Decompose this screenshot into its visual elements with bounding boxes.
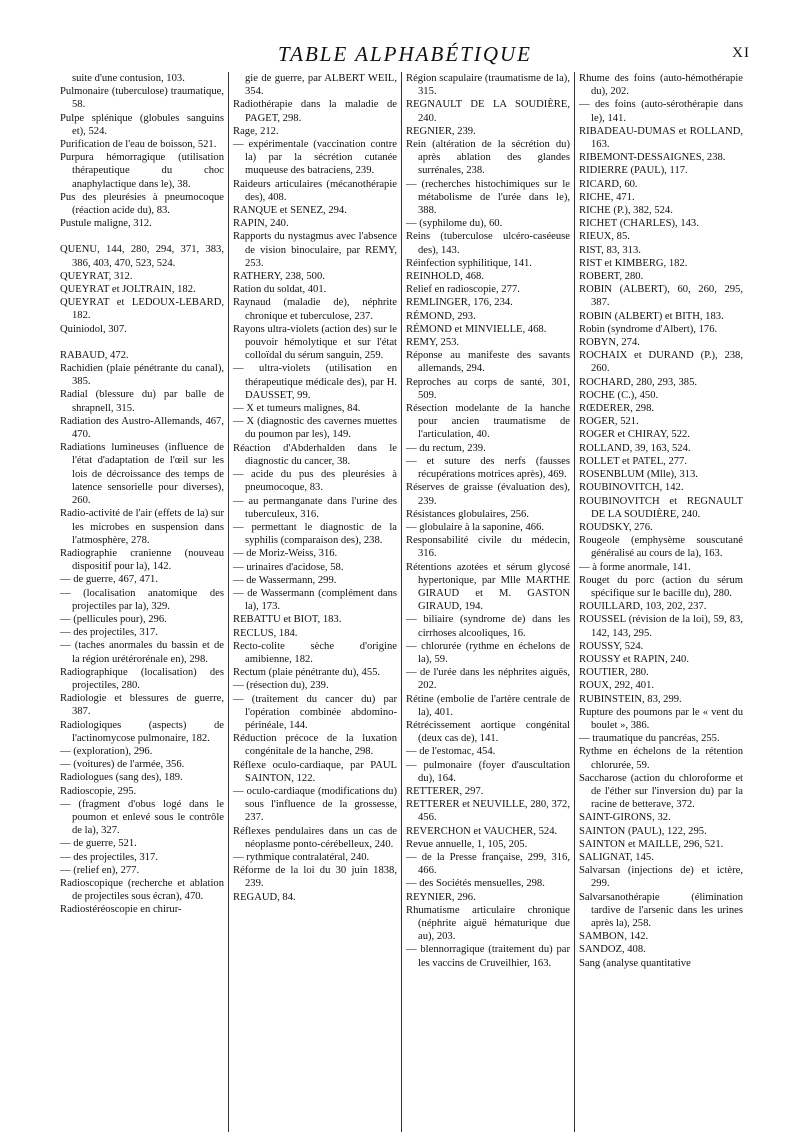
index-entry: Résistances globulaires, 256.: [406, 508, 529, 520]
index-entry: Radiologues (sang des), 189.: [60, 772, 183, 784]
index-entry: Rétine (embolie de l'artère centrale de la), 401.: [406, 693, 570, 718]
index-entry: Radio-activité de l'air (effets de la) sur les microbes en suspension dans l'atmosphère, 278.: [60, 508, 224, 546]
index-entry: gie de guerre, par ALBERT WEIL, 354.: [245, 73, 397, 98]
index-entry: REGNIER, 239.: [406, 125, 476, 137]
index-entry: Rhume des foins (auto-hémothérapie du), 202.: [579, 73, 743, 98]
index-entry: Rupture des poumons par le « vent du boulet », 386.: [579, 706, 743, 731]
index-entry: Sang (analyse quantitative: [579, 957, 691, 969]
index-entry: — (pellicules pour), 296.: [60, 613, 167, 625]
index-entry: Réserves de graisse (évaluation des), 239.: [406, 482, 570, 507]
index-entry: Recto-colite sèche d'origine amibienne, 182.: [233, 640, 397, 665]
index-entry: ROUSSY et RAPIN, 240.: [579, 653, 689, 665]
index-entry: Rythme en échelons de la rétention chlorurée, 59.: [579, 746, 743, 771]
index-entry: — (voitures) de l'armée, 356.: [60, 759, 185, 771]
index-entry: SANDOZ, 408.: [579, 944, 646, 956]
index-entry: — de Moriz-Weiss, 316.: [233, 548, 338, 560]
index-entry: Radiologie et blessures de guerre, 387.: [60, 693, 224, 718]
index-entry: — (exploration), 296.: [60, 745, 153, 757]
index-entry: ROBIN (ALBERT), 60, 260, 295, 387.: [579, 284, 743, 309]
index-entry: — (traitement du cancer du) par l'opération combinée abdomino-périnéale, 144.: [233, 693, 397, 731]
index-entry: Radioscopique (recherche et ablation de projectiles sous écran), 470.: [60, 877, 224, 903]
index-entry: Résection modelante de la hanche pour ancien traumatisme de l'articulation, 40.: [406, 403, 570, 441]
index-entry: — pulmonaire (foyer d'auscultation du), 164.: [406, 759, 570, 784]
index-entry: — chlorurée (rythme en échelons de la), 59.: [406, 640, 570, 665]
index-entry: Rachidien (plaie pénétrante du canal), 385.: [60, 363, 224, 388]
index-entry: RECLUS, 184.: [233, 627, 298, 639]
index-entry: — des projectiles, 317.: [60, 627, 158, 639]
index-entry: RIEUX, 85.: [579, 231, 630, 243]
index-entry: — permettant le diagnostic de la syphilis (comparaison des), 238.: [233, 521, 397, 547]
index-entry: Radiostéréoscopie en chirur-: [60, 904, 182, 916]
index-entry: Pustule maligne, 312.: [60, 218, 152, 230]
index-entry: Rhumatisme articulaire chronique (néphrite aiguë hématurique due au), 203.: [406, 904, 570, 943]
index-entry: Rectum (plaie pénétrante du), 455.: [233, 667, 381, 679]
index-entry: — de la Presse française, 299, 316, 466.: [406, 851, 570, 877]
index-entry: REMY, 253.: [406, 337, 460, 349]
section-gap: [60, 336, 224, 349]
index-entry: ROGER et CHIRAY, 522.: [579, 429, 690, 441]
index-entry: Radiographique (localisation) des projectiles, 280.: [60, 666, 224, 691]
index-entry: — des Sociétés mensuelles, 298.: [406, 878, 545, 890]
index-entry: — X et tumeurs malignes, 84.: [233, 403, 361, 415]
section-gap: [60, 230, 224, 243]
index-entry: RICARD, 60.: [579, 178, 638, 190]
index-entry: Réinfection syphilitique, 141.: [406, 257, 532, 269]
index-entry: RAPIN, 240.: [233, 218, 289, 230]
index-entry: Ration du soldat, 401.: [233, 284, 327, 296]
index-entry: RETTERER et NEUVILLE, 280, 372, 456.: [406, 799, 570, 824]
index-columns: [60, 72, 750, 1132]
index-entry: RIBEMONT-DESSAIGNES, 238.: [579, 152, 726, 164]
index-entry: Radial (blessure du) par balle de shrapnell, 315.: [60, 389, 224, 414]
index-entry: Rage, 212.: [233, 125, 279, 137]
index-entry: Rapports du nystagmus avec l'absence de vision binoculaire, par REMY, 253.: [233, 231, 397, 269]
index-entry: ROBERT, 280.: [579, 271, 644, 283]
index-entry: REGNAULT DE LA SOUDIÈRE, 240.: [406, 99, 570, 124]
index-entry: — de guerre, 521.: [60, 838, 137, 850]
index-entry: ROUTIER, 280.: [579, 667, 649, 679]
index-entry: RIDIERRE (PAUL), 117.: [579, 165, 688, 177]
index-entry: ROUDSKY, 276.: [579, 521, 653, 533]
index-entry: Relief en radioscopie, 277.: [406, 284, 520, 296]
index-entry: — ultra-violets (utilisation en thérapeutique médicale des), par H. DAUSSET, 99.: [233, 363, 397, 401]
index-entry: Quiniodol, 307.: [60, 323, 127, 335]
index-entry: RICHE, 471.: [579, 191, 635, 203]
index-entry: ROCHE (C.), 450.: [579, 389, 659, 401]
index-entry: — biliaire (syndrome de) dans les cirrhoses alcooliques, 16.: [406, 614, 570, 639]
index-entry: Pus des pleurésies à pneumocoque (réaction acide du), 83.: [60, 191, 224, 217]
index-entry: ROUBINOVITCH, 142.: [579, 482, 684, 494]
index-entry: SALIGNAT, 145.: [579, 851, 654, 863]
index-entry: Rétrécissement aortique congénital (deux cas de), 141.: [406, 719, 570, 745]
index-entry: SAINT-GIRONS, 32.: [579, 812, 671, 824]
index-entry: Rétentions azotées et sérum glycosé hypertonique, par Mlle MARTHE GIRAUD et M. GASTON GIRAUD, 194.: [406, 561, 570, 613]
index-entry: ROLLAND, 39, 163, 524.: [579, 442, 691, 454]
index-entry: QUEYRAT et JOLTRAIN, 182.: [60, 284, 196, 296]
index-column-1: [60, 72, 228, 1132]
index-column-2: [228, 72, 401, 1132]
index-entry: Radiations lumineuses (influence de l'état d'adaptation de l'œil sur les lois de décroissance des temps de latence sensorielle pour diverses), 260.: [60, 442, 224, 507]
index-entry: QUEYRAT, 312.: [60, 270, 133, 282]
index-entry: suite d'une contusion, 103.: [72, 73, 185, 84]
index-entry: Région scapulaire (traumatisme de la), 315.: [406, 73, 570, 98]
index-entry: Radioscopie, 295.: [60, 785, 137, 797]
index-entry: RATHERY, 238, 500.: [233, 271, 325, 283]
index-entry: Salvarsan (injections de) et ictère, 299.: [579, 865, 743, 890]
index-entry: — (localisation anatomique des projectiles par la), 329.: [60, 587, 224, 612]
index-entry: — blennorragique (traitement du) par les vaccins de Cruveilhier, 163.: [406, 944, 570, 969]
index-entry: — (recherches histochimiques sur le métabolisme de l'urée dans le), 388.: [406, 178, 570, 217]
index-entry: Pulpe splénique (globules sanguins et), 524.: [60, 112, 224, 137]
index-entry: Rayons ultra-violets (action des) sur le pouvoir hémolytique et sur l'état colloïdal du sérum sanguin, 259.: [233, 323, 397, 362]
index-entry: Radiothérapie dans la maladie de PAGET, 298.: [233, 99, 397, 124]
index-entry: QUENU, 144, 280, 294, 371, 383, 386, 403, 470, 523, 524.: [60, 244, 224, 269]
index-entry: RIBADEAU-DUMAS et ROLLAND, 163.: [579, 125, 743, 151]
index-entry: — de l'urée dans les néphrites aiguës, 202.: [406, 667, 570, 692]
index-column-4: [574, 72, 747, 1132]
index-entry: Saccharose (action du chloroforme et de l'éther sur l'inversion du) par la racine de betterave, 372.: [579, 772, 743, 811]
index-column-3: [401, 72, 574, 1132]
index-entry: — de l'estomac, 454.: [406, 746, 496, 758]
page-header: [60, 42, 750, 72]
index-entry: — traumatique du pancréas, 255.: [579, 733, 720, 745]
index-entry: RÉMOND, 293.: [406, 310, 476, 322]
index-entry: — globulaire à la saponine, 466.: [406, 521, 544, 533]
index-entry: ROLLET et PATEL, 277.: [579, 455, 687, 467]
index-entry: Reproches au corps de santé, 301, 509.: [406, 376, 570, 401]
index-entry: ROUX, 292, 401.: [579, 680, 655, 692]
index-entry: REBATTU et BIOT, 183.: [233, 614, 342, 626]
index-entry: RICHET (CHARLES), 143.: [579, 218, 699, 230]
index-entry: Réduction précoce de la luxation congénitale de la hanche, 298.: [233, 733, 397, 758]
index-entry: — et suture des nerfs (fausses récupérations motrices après), 469.: [406, 455, 570, 481]
index-entry: RŒDERER, 298.: [579, 403, 655, 415]
index-entry: ROUSSEL (révision de la loi), 59, 83, 142, 143, 295.: [579, 614, 743, 639]
index-entry: — du rectum, 239.: [406, 442, 486, 454]
index-entry: — (taches anormales du bassin et de la région urétérorénale en), 298.: [60, 640, 224, 665]
index-entry: ROUBINOVITCH et REGNAULT DE LA SOUDIÈRE, 240.: [579, 495, 743, 520]
index-entry: — (résection du), 239.: [233, 680, 329, 692]
index-entry: — de Wassermann, 299.: [233, 574, 337, 586]
index-entry: Raynaud (maladie de), néphrite chronique et tuberculose, 237.: [233, 297, 397, 322]
index-entry: Purification de l'eau de boisson, 521.: [60, 139, 217, 151]
index-entry: ROCHAIX et DURAND (P.), 238, 260.: [579, 350, 743, 375]
index-entry: Responsabilité civile du médecin, 316.: [406, 535, 570, 560]
index-entry: — des foins (auto-sérothérapie dans le), 141.: [579, 99, 743, 124]
index-entry: RIST et KIMBERG, 182.: [579, 257, 688, 269]
index-entry: Réaction d'Abderhalden dans le diagnostic du cancer, 38.: [233, 442, 397, 467]
index-entry: ROBIN (ALBERT) et BITH, 183.: [579, 310, 724, 322]
index-entry: — urinaires d'acidose, 58.: [233, 561, 344, 573]
index-entry: Robin (syndrome d'Albert), 176.: [579, 323, 718, 335]
index-entry: — acide du pus des pleurésies à pneumocoque, 83.: [233, 469, 397, 494]
index-entry: RANQUE et SENEZ, 294.: [233, 205, 347, 217]
index-entry: Réforme de la loi du 30 juin 1838, 239.: [233, 865, 397, 890]
index-entry: — oculo-cardiaque (modifications du) sous l'influence de la grossesse, 237.: [233, 785, 397, 824]
index-entry: ROGER, 521.: [579, 416, 639, 428]
index-entry: Revue annuelle, 1, 105, 205.: [406, 838, 528, 850]
index-entry: SAINTON et MAILLE, 296, 521.: [579, 838, 724, 850]
index-entry: — X (diagnostic des cavernes muettes du poumon par les), 149.: [233, 416, 397, 441]
index-entry: Rougeole (emphysème souscutané généralisé au cours de la), 163.: [579, 535, 743, 560]
index-entry: QUEYRAT et LEDOUX-LEBARD, 182.: [60, 297, 224, 322]
index-entry: Réponse au manifeste des savants allemands, 294.: [406, 350, 570, 375]
index-entry: ROCHARD, 280, 293, 385.: [579, 376, 698, 388]
index-entry: Purpura hémorragique (utilisation thérapeutique du choc anaphylactique dans le), 38.: [60, 152, 224, 190]
index-entry: Réflexes pendulaires dans un cas de néoplasme ponto-cérébelleux, 240.: [233, 825, 397, 850]
index-entry: — (relief en), 277.: [60, 864, 140, 876]
index-entry: REINHOLD, 468.: [406, 271, 484, 283]
index-entry: — de Wassermann (complément dans la), 173.: [233, 587, 397, 613]
index-entry: RABAUD, 472.: [60, 349, 129, 361]
index-entry: REYNIER, 296.: [406, 891, 476, 903]
index-entry: — à forme anormale, 141.: [579, 561, 691, 573]
page-title: TABLE ALPHABÉTIQUE: [278, 42, 532, 66]
index-entry: RUBINSTEIN, 83, 299.: [579, 693, 682, 705]
index-entry: REVERCHON et VAUCHER, 524.: [406, 825, 558, 837]
index-entry: Raideurs articulaires (mécanothérapie des), 408.: [233, 178, 397, 203]
index-entry: REGAUD, 84.: [233, 891, 296, 903]
index-entry: SAINTON (PAUL), 122, 295.: [579, 825, 707, 837]
index-entry: — expérimentale (vaccination contre la) par la sécrétion cutanée muqueuse des batraciens, 239.: [233, 139, 397, 177]
index-entry: — au permanganate dans l'urine des tuberculeux, 316.: [233, 495, 397, 520]
index-entry: RICHE (P.), 382, 524.: [579, 205, 673, 217]
index-entry: Radiation des Austro-Allemands, 467, 470.: [60, 415, 224, 441]
index-entry: — (syphilome du), 60.: [406, 218, 503, 230]
index-entry: ROBYN, 274.: [579, 337, 640, 349]
index-entry: ROUSSY, 524.: [579, 640, 644, 652]
index-entry: REMLINGER, 176, 234.: [406, 297, 513, 309]
index-entry: Réflexe oculo-cardiaque, par PAUL SAINTON, 122.: [233, 759, 397, 784]
page-number: XI: [732, 45, 750, 61]
index-entry: RIST, 83, 313.: [579, 244, 641, 256]
index-entry: — des projectiles, 317.: [60, 851, 158, 863]
index-entry: — rythmique contralatéral, 240.: [233, 851, 370, 863]
index-entry: — de guerre, 467, 471.: [60, 574, 158, 586]
index-entry: Pulmonaire (tuberculose) traumatique, 58.: [60, 86, 224, 111]
index-entry: ROUILLARD, 103, 202, 237.: [579, 601, 707, 613]
index-entry: Rein (altération de la sécrétion du) après ablation des glandes surrénales, 238.: [406, 139, 570, 177]
index-entry: Radiographie cranienne (nouveau dispositif pour la), 142.: [60, 547, 224, 573]
index-entry: RETTERER, 297.: [406, 785, 484, 797]
index-entry: ROSENBLUM (Mlle), 313.: [579, 469, 698, 481]
index-entry: SAMBON, 142.: [579, 931, 649, 943]
index-entry: — (fragment d'obus logé dans le poumon et enlevé sous le contrôle de la), 327.: [60, 798, 224, 837]
index-entry: Salvarsanothérapie (élimination tardive de l'arsenic dans les urines après la), 258.: [579, 891, 743, 929]
index-entry: Rouget du porc (action du sérum spécifique sur le bacille du), 280.: [579, 574, 743, 599]
index-entry: Radiologiques (aspects) de l'actinomycose pulmonaire, 182.: [60, 719, 224, 744]
index-entry: RÉMOND et MINVIELLE, 468.: [406, 323, 547, 335]
index-entry: Reins (tuberculose ulcéro-caséeuse des), 143.: [406, 231, 570, 256]
